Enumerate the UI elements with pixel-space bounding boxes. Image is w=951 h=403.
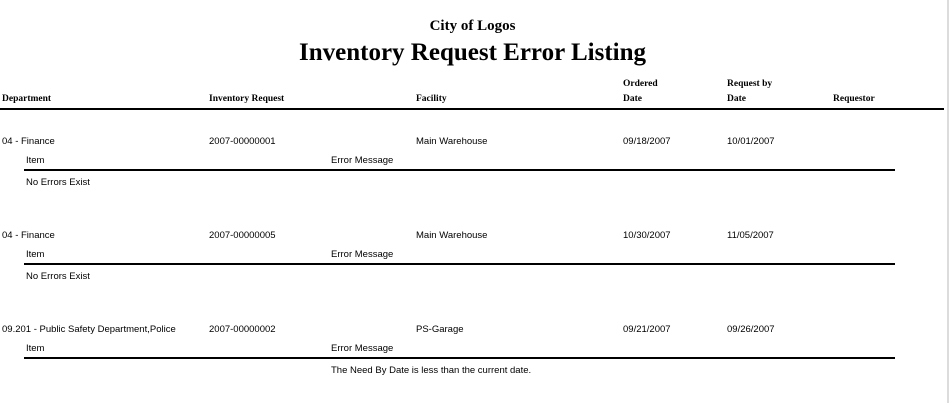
column-header-ordered-line1: Ordered [623,79,658,89]
detail-header-item: Item [26,249,45,260]
record-inventory-request: 2007-00000001 [209,136,276,147]
record-request-by-date: 10/01/2007 [727,136,775,147]
record-ordered-date: 09/18/2007 [623,136,671,147]
record-note: No Errors Exist [26,271,90,282]
window-edge [947,0,949,403]
record-inventory-request: 2007-00000002 [209,324,276,335]
detail-divider [24,357,895,359]
detail-divider [24,169,895,171]
record-inventory-request: 2007-00000005 [209,230,276,241]
column-header-department: Department [2,94,52,104]
record-ordered-date: 10/30/2007 [623,230,671,241]
detail-header-item: Item [26,343,45,354]
record-note: No Errors Exist [26,177,90,188]
column-header-ordered-line2: Date [623,94,642,104]
record-ordered-date: 09/21/2007 [623,324,671,335]
detail-header-error-message: Error Message [331,249,394,260]
detail-header-error-message: Error Message [331,343,394,354]
column-header-requestor: Requestor [833,94,875,104]
column-header-request-by-line2: Date [727,94,746,104]
report-title: Inventory Request Error Listing [299,39,646,66]
column-header-facility: Facility [416,94,447,104]
record-department: 09.201 - Public Safety Department,Police [2,324,176,335]
detail-header-error-message: Error Message [331,155,394,166]
record-request-by-date: 09/26/2007 [727,324,775,335]
organization-name: City of Logos [429,18,516,34]
column-header-inventory-request: Inventory Request [209,94,285,104]
record-error-message: The Need By Date is less than the current date. [331,365,532,376]
detail-divider [24,263,895,265]
record-facility: Main Warehouse [416,136,488,147]
record-request-by-date: 11/05/2007 [727,230,774,241]
detail-header-item: Item [26,155,45,166]
column-header-request-by-line1: Request by [727,79,773,89]
record-facility: PS-Garage [416,324,464,335]
header-divider [0,108,944,110]
record-facility: Main Warehouse [416,230,488,241]
record-department: 04 - Finance [2,136,55,147]
record-department: 04 - Finance [2,230,55,241]
